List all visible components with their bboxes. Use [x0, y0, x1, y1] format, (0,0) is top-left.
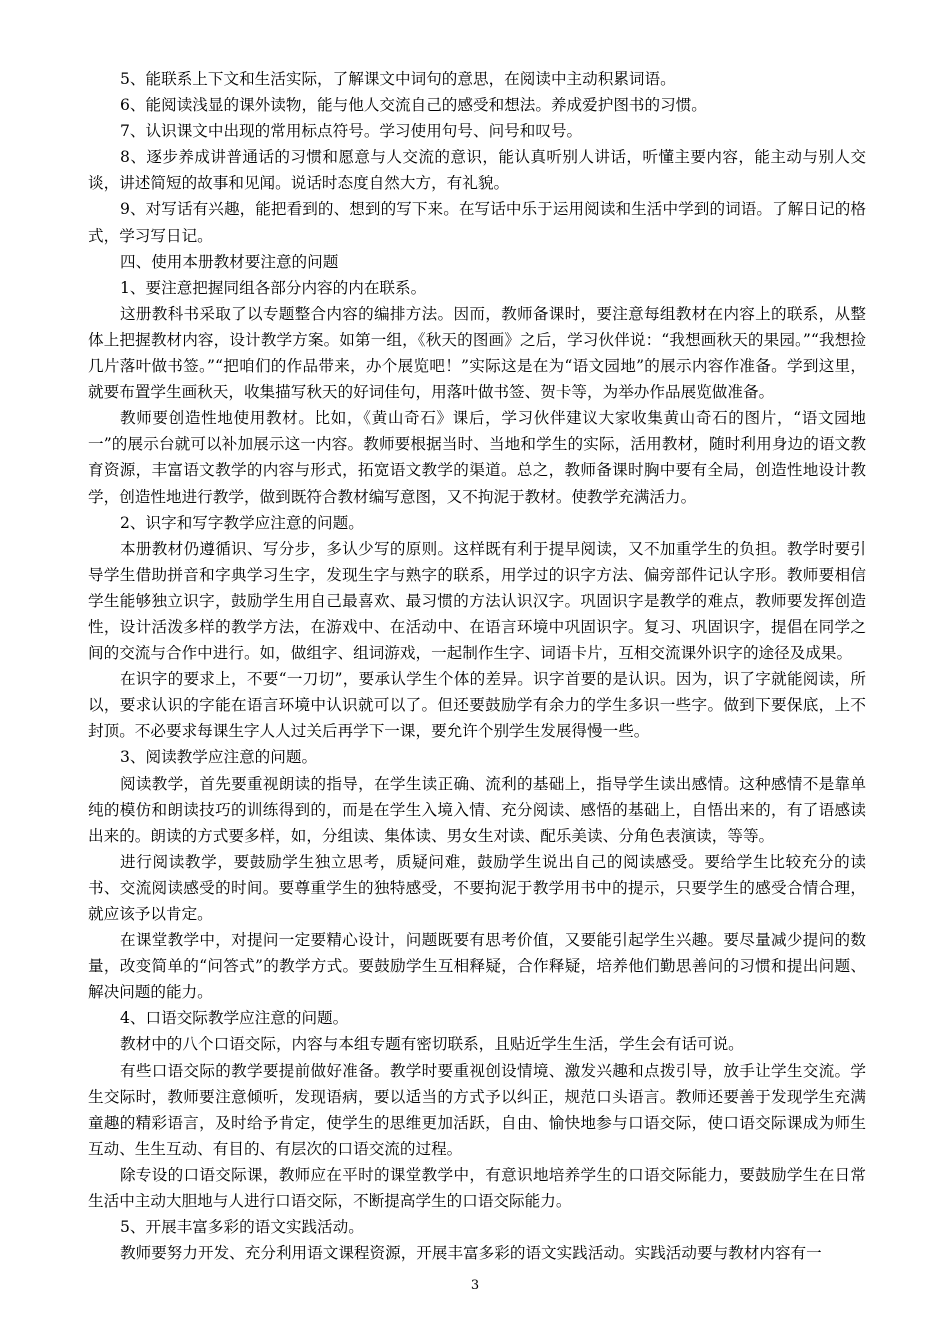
paragraph: 本册教材仍遵循识、写分步，多认少写的原则。这样既有利于提早阅读，又不加重学生的负担。教学时要引导学生借助拼音和字典学习生字，发现生字与熟字的联系，用学过的识字方法、偏旁部件记认字形。教师要相信学生能够独立识字，鼓励学生用自己最喜欢、最习惯的方法认识汉字。巩固识字是教学的难点，教师要发挥创造性，设计活泼多样的教学方法，在游戏中、在活动中、在语言环境中巩固识字。复习、巩固识字，提倡在同学之间的交流与合作中进行。如，做组字、组词游戏，一起制作生字、词语卡片，互相交流课外识字的途径及成果。 — [88, 539, 866, 663]
paragraph: 5、能联系上下文和生活实际，了解课文中词句的意思，在阅读中主动积累词语。 — [120, 70, 676, 88]
paragraph: 除专设的口语交际课，教师应在平时的课堂教学中，有意识地培养学生的口语交际能力，要鼓励学生在日常生活中主动大胆地与人进行口语交际，不断提高学生的口语交际能力。 — [88, 1165, 866, 1211]
subsection-heading: 2、识字和写字教学应注意的问题。 — [120, 513, 364, 532]
subsection-heading: 3、阅读教学应注意的问题。 — [120, 748, 318, 767]
paragraph: 进行阅读教学，要鼓励学生独立思考，质疑问难，鼓励学生说出自己的阅读感受。要给学生比较充分的读书、交流阅读感受的时间。要尊重学生的独特感受，不要拘泥于教学用书中的提示，只要学生的感受合情合理，就应该予以肯定。 — [88, 852, 866, 923]
section-heading: 四、使用本册教材要注意的问题 — [120, 252, 339, 271]
paragraph: 9、对写话有兴趣，能把看到的、想到的写下来。在写话中乐于运用阅读和生活中学到的词语。了解日记的格式，学习写日记。 — [88, 200, 866, 245]
paragraph: 在识字的要求上，不要“一刀切”，要承认学生个体的差异。识字首要的是认识。因为，识了字就能阅读，所以，要求认识的字能在语言环境中认识就可以了。但还要鼓励学有余力的学生多识一些字。做到下要保底，上不封顶。不必要求每课生字人人过关后再学下一课，要允许个别学生发展得慢一些。 — [88, 670, 866, 741]
paragraph: 6、能阅读浅显的课外读物，能与他人交流自己的感受和想法。养成爱护图书的习惯。 — [120, 96, 707, 115]
paragraph: 教师要努力开发、充分利用语文课程资源，开展丰富多彩的语文实践活动。实践活动要与教材内容有一 — [120, 1244, 822, 1263]
paragraph: 8、逐步养成讲普通话的习惯和愿意与人交流的意识，能认真听别人讲话，听懂主要内容，能主动与别人交谈，讲述简短的故事和见闻。说话时态度自然大方，有礼貌。 — [88, 148, 866, 193]
subsection-heading: 4、口语交际教学应注意的问题。 — [120, 1009, 349, 1028]
page-number: 3 — [470, 1278, 480, 1293]
document-body — [88, 66, 866, 1266]
paragraph: 教师要创造性地使用教材。比如，《黄山奇石》课后，学习伙伴建议大家收集黄山奇石的图片，“语文园地一”的展示台就可以补加展示这一内容。教师要根据当时、当地和学生的实际，活用教材，随时利用身边的语文教育资源，丰富语文教学的内容与形式，拓宽语文教学的渠道。总之，教师备课时胸中要有全局，创造性地设计教学，创造性地进行教学，做到既符合教材编写意图，又不拘泥于教材。使教学充满活力。 — [88, 409, 866, 506]
paragraph: 这册教科书采取了以专题整合内容的编排方法。因而，教师备课时，要注意每组教材在内容上的联系，从整体上把握教材内容，设计教学方案。如第一组，《秋天的图画》之后，学习伙伴说：“我想画秋天的果园。”“我想捡几片落叶做书签。”“把咱们的作品带来，办个展览吧！”实际这是在为“语文园地”的展示内容作准备。学到这里，就要布置学生画秋天，收集描写秋天的好词佳句，用落叶做书签、贺卡等，为举办作品展览做准备。 — [88, 304, 866, 402]
subsection-heading: 5、开展丰富多彩的语文实践活动。 — [120, 1218, 364, 1237]
paragraph: 阅读教学，首先要重视朗读的指导，在学生读正确、流利的基础上，指导学生读出感情。这种感情不是靠单纯的模仿和朗读技巧的训练得到的，而是在学生入境入情、充分阅读、感悟的基础上，自悟出来的，有了语感读出来的。朗读的方式要多样，如，分组读、集体读、男女生对读、配乐美读、分角色表演读，等等。 — [88, 774, 866, 845]
paragraph: 有些口语交际的教学要提前做好准备。教学时要重视创设情境、激发兴趣和点拨引导，放手让学生交流。学生交际时，教师要注意倾听，发现语病，要以适当的方式予以纠正，规范口头语言。教师还要善于发现学生充满童趣的精彩语言，及时给予肯定，使学生的思维更加活跃，自由、愉快地参与口语交际，使口语交际课成为师生互动、生生互动、有目的、有层次的口语交流的过程。 — [88, 1061, 866, 1158]
paragraph: 7、认识课文中出现的常用标点符号。学习使用句号、问号和叹号。 — [120, 122, 583, 141]
paragraph: 教材中的八个口语交际，内容与本组专题有密切联系，且贴近学生生活，学生会有话可说。 — [120, 1035, 744, 1054]
paragraph: 在课堂教学中，对提问一定要精心设计，问题既要有思考价值，又要能引起学生兴趣。要尽量减少提问的数量，改变简单的“问答式”的教学方式。要鼓励学生互相释疑，合作释疑，培养他们勤思善问的习惯和提出问题、解决问题的能力。 — [88, 931, 866, 1002]
subsection-heading: 1、要注意把握同组各部分内容的内在联系。 — [120, 278, 427, 297]
